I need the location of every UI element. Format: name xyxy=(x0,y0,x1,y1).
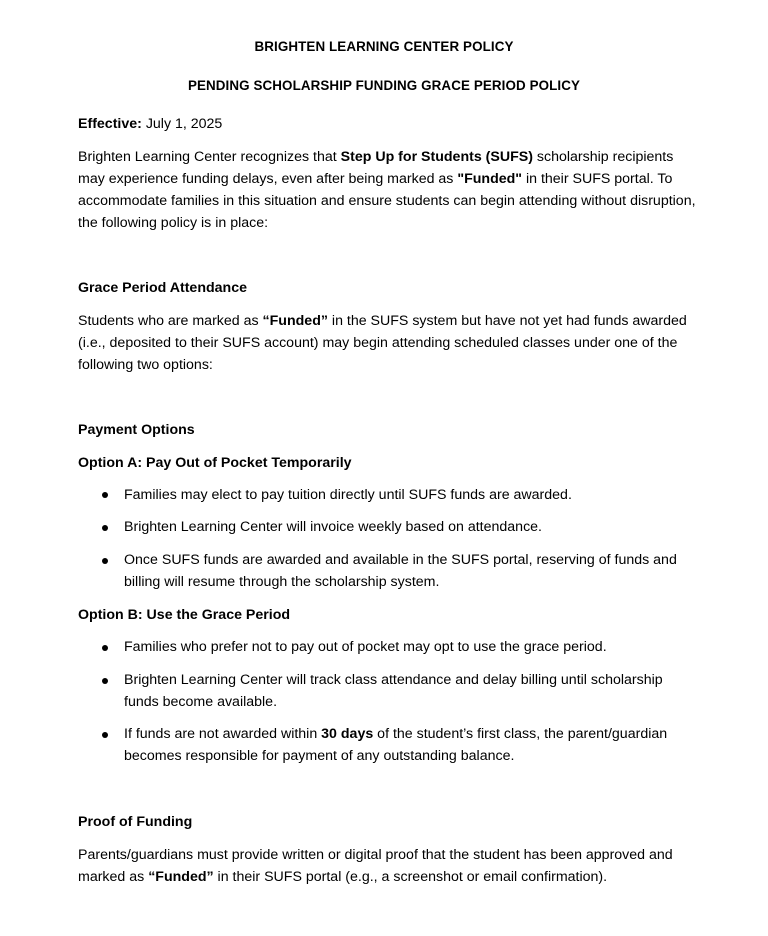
option-b-bullet-1: Families who prefer not to pay out of pocket may opt to use the grace period. xyxy=(124,639,607,655)
bullet-icon xyxy=(102,558,108,564)
option-b-bullet-3-text-1: If funds are not awarded within xyxy=(124,726,322,742)
option-b-heading: Option B: Use the Grace Period xyxy=(78,607,291,623)
proof-of-funding-paragraph xyxy=(78,844,698,888)
option-b-bullet-3-bold-days: 30 days xyxy=(321,726,374,742)
intro-text-2: scholarship recipients may experience funding delays, even after being marked as xyxy=(78,149,674,187)
proof-text-2: in their SUFS portal (e.g., a screenshot or email confirmation). xyxy=(213,869,608,885)
intro-text-1: Brighten Learning Center recognizes that xyxy=(78,149,341,165)
option-b-bullet-3-text-2: of the student’s first class, the parent/guardian becomes responsible for payment of any outstanding balance. xyxy=(124,726,668,764)
bullet-icon xyxy=(102,492,108,498)
grace-bold-funded: “Funded” xyxy=(262,313,328,329)
proof-of-funding-heading: Proof of Funding xyxy=(78,814,193,830)
grace-period-paragraph xyxy=(78,310,698,376)
bullet-icon xyxy=(102,645,108,651)
organization-title: BRIGHTEN LEARNING CENTER POLICY xyxy=(254,39,514,54)
payment-options-heading: Payment Options xyxy=(78,422,195,438)
option-a-heading: Option A: Pay Out of Pocket Temporarily xyxy=(78,455,352,471)
intro-bold-funded: "Funded" xyxy=(457,171,523,187)
effective-date: July 1, 2025 xyxy=(141,116,223,132)
option-a-bullet-3: Once SUFS funds are awarded and available in the SUFS portal, reserving of funds and billing will resume through the scholarship system. xyxy=(124,552,677,590)
bullet-icon xyxy=(102,525,108,531)
intro-text-3: in their SUFS portal. To accommodate families in this situation and ensure students can begin attending without disruption, the following policy is in place: xyxy=(78,171,696,231)
bullet-icon xyxy=(102,732,108,738)
option-b-bullet-2: Brighten Learning Center will track class attendance and delay billing until scholarship funds become available. xyxy=(124,672,663,710)
proof-text-1: Parents/guardians must provide written or digital proof that the student has been approved and marked as xyxy=(78,847,673,885)
proof-bold-funded: “Funded” xyxy=(148,869,214,885)
policy-title: PENDING SCHOLARSHIP FUNDING GRACE PERIOD POLICY xyxy=(187,78,581,93)
option-b-bullet-3 xyxy=(124,723,694,767)
intro-paragraph xyxy=(78,146,698,234)
effective-date-line xyxy=(78,113,698,135)
bullet-icon xyxy=(102,678,108,684)
grace-text-2: in the SUFS system but have not yet had funds awarded (i.e., deposited to their SUFS account) may begin attending scheduled classes under one of the following two options: xyxy=(78,313,687,373)
option-a-bullet-1: Families may elect to pay tuition directly until SUFS funds are awarded. xyxy=(124,487,572,503)
grace-period-heading: Grace Period Attendance xyxy=(78,280,247,296)
option-a-bullet-2: Brighten Learning Center will invoice weekly based on attendance. xyxy=(124,519,542,535)
effective-label: Effective: xyxy=(78,116,142,132)
grace-text-1: Students who are marked as xyxy=(78,313,263,329)
intro-bold-sufs: Step Up for Students (SUFS) xyxy=(340,149,533,165)
